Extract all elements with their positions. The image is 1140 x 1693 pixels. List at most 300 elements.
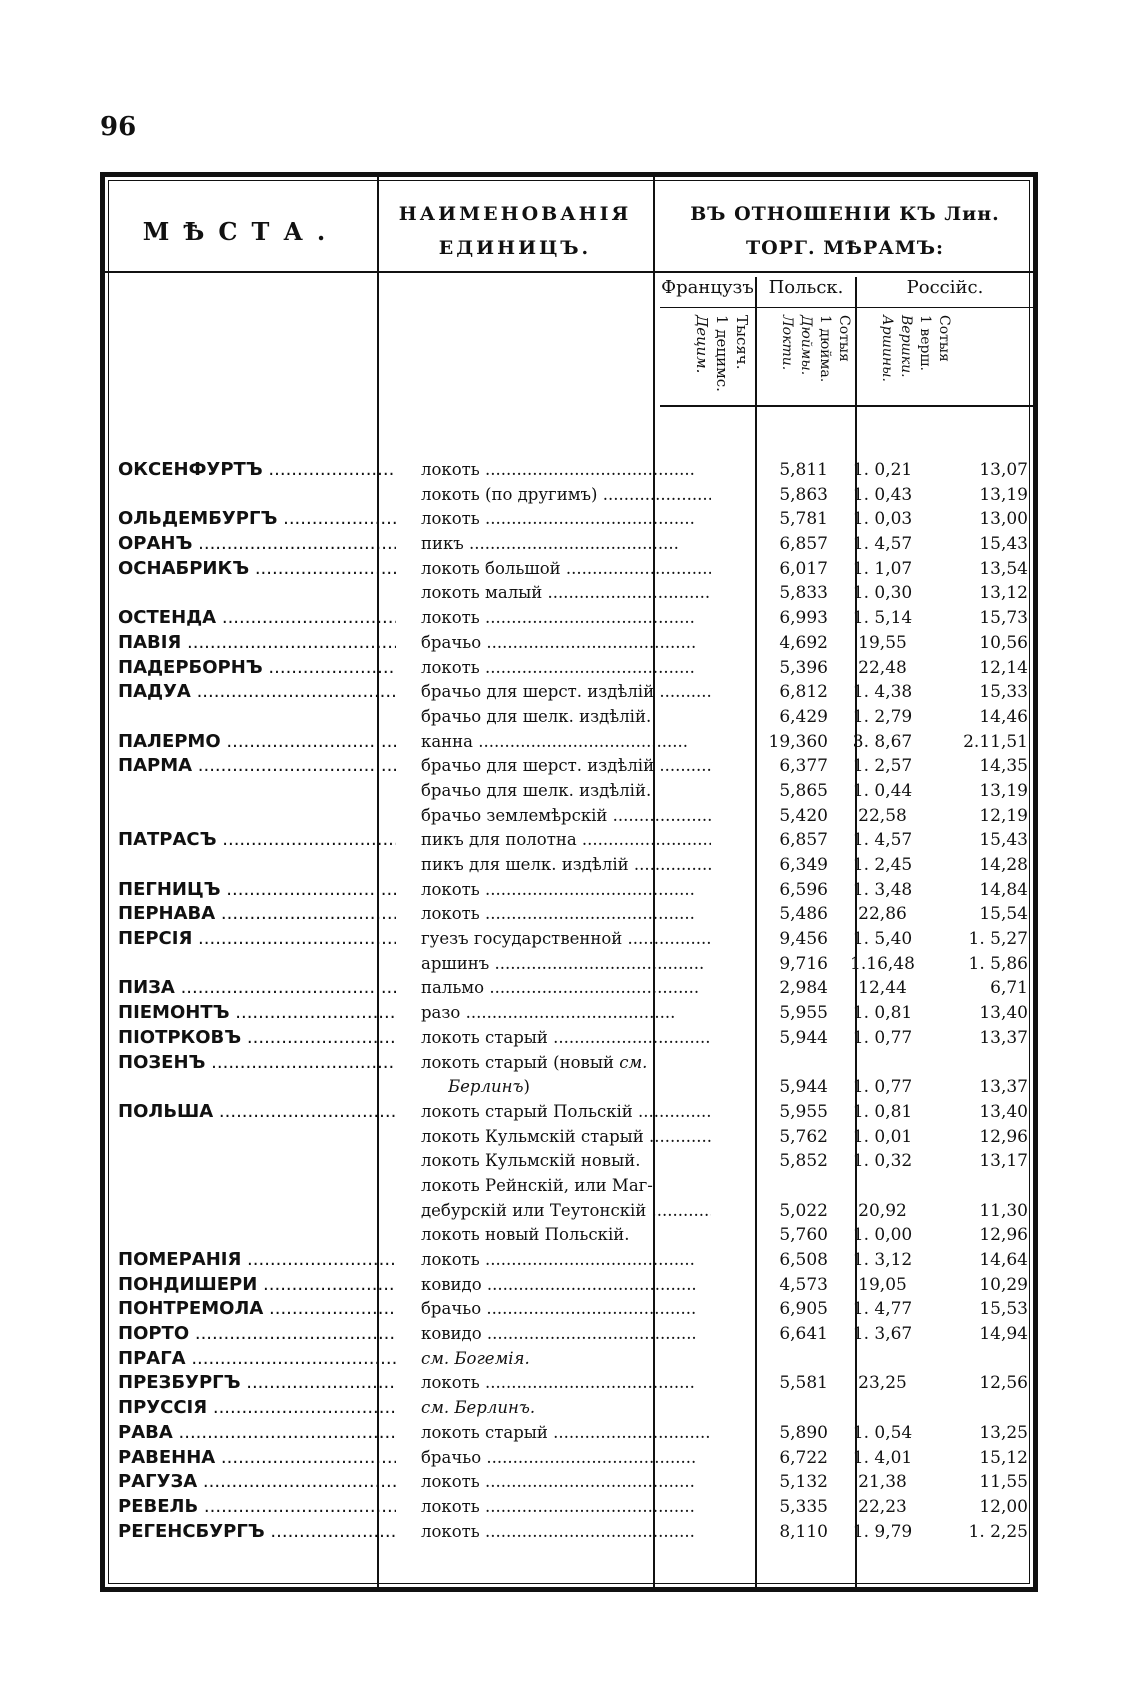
unit-tail: ) xyxy=(523,1077,530,1097)
russian-value: 13,25 xyxy=(979,1422,1028,1443)
header-relation-line2: ТОРГ. МѢРАМЪ: xyxy=(745,237,945,259)
table-row xyxy=(118,1322,1038,1347)
table-row xyxy=(118,976,1038,1001)
unit-name xyxy=(421,853,711,878)
polish-value: 1. 3,12 xyxy=(852,1250,913,1270)
place-name: ПОНДИШЕРИ ..... xyxy=(118,1273,396,1298)
header-polish: Польск. xyxy=(768,277,844,298)
polish-value: 1. 2,57 xyxy=(852,756,913,777)
place-name: РАВЕННА ..... xyxy=(118,1446,396,1471)
table-row xyxy=(118,1100,1038,1125)
french-value: 9,716 xyxy=(779,953,828,974)
french-value: 5,420 xyxy=(779,805,828,826)
unit-name xyxy=(421,1174,711,1199)
russian-sub-line4: Аршины. xyxy=(879,315,895,382)
place-name: ПЕГНИЦЪ ..... xyxy=(118,878,396,903)
unit-text: брачьо землемѣрскій xyxy=(421,805,608,825)
header-unit-names-line1: НАИМЕНОВАНІЯ xyxy=(398,203,632,225)
french-value: 5,132 xyxy=(779,1472,828,1493)
unit-name xyxy=(421,507,711,532)
unit-text: локоть малый xyxy=(421,583,543,603)
french-value: 5,022 xyxy=(779,1200,828,1221)
place-name: ОКСЕНФУРТЪ ..... xyxy=(118,458,396,483)
russian-subheader xyxy=(859,311,953,439)
table-row xyxy=(118,1026,1038,1051)
place-name: ПАТРАСЪ ..... xyxy=(118,828,396,853)
table-row xyxy=(118,680,1038,705)
french-value: 5,944 xyxy=(779,1027,828,1048)
russian-value: 15,33 xyxy=(979,682,1028,703)
french-value: 5,811 xyxy=(779,460,828,480)
polish-value: 21,38 xyxy=(858,1472,907,1493)
russian-sub-line3: Вершки. xyxy=(898,315,914,378)
unit-name xyxy=(421,458,711,483)
unit-name xyxy=(421,705,711,730)
russian-value: 12,96 xyxy=(979,1126,1028,1147)
unit-name xyxy=(421,581,711,606)
unit-text: брачьо xyxy=(421,632,482,652)
unit-name xyxy=(421,754,711,779)
unit-text: разо xyxy=(421,1003,461,1023)
french-value: 6,857 xyxy=(779,534,828,555)
french-value: 5,396 xyxy=(779,657,828,678)
french-value: 6,722 xyxy=(779,1447,828,1468)
table-row xyxy=(118,828,1038,853)
russian-value: 14,35 xyxy=(979,756,1028,777)
russian-value: 13,07 xyxy=(979,460,1028,480)
unit-name xyxy=(448,1075,738,1100)
french-value: 5,335 xyxy=(779,1496,828,1517)
unit-text: брачьо для шелк. издѣлій. xyxy=(421,706,652,726)
table-row xyxy=(118,1223,1038,1248)
french-value: 6,508 xyxy=(779,1250,828,1270)
french-value: 5,486 xyxy=(779,904,828,925)
polish-value: 1. 4,38 xyxy=(852,682,913,703)
unit-text: локоть старый xyxy=(421,1027,548,1047)
french-value: 8,110 xyxy=(779,1521,828,1542)
russian-value: 15,43 xyxy=(979,534,1028,555)
french-sub-line1: Тысяч. xyxy=(733,315,751,370)
french-sub-line3: Децим. xyxy=(693,315,711,374)
table-row xyxy=(118,458,1038,483)
unit-name xyxy=(421,828,711,853)
french-value: 6,857 xyxy=(779,830,828,851)
unit-text: локоть большой xyxy=(421,558,561,578)
place-name: ПАДУА ..... xyxy=(118,680,396,705)
polish-value: 1. 4,01 xyxy=(852,1447,913,1468)
table-row xyxy=(118,631,1038,656)
unit-name xyxy=(421,532,711,557)
russian-value: 1. 5,86 xyxy=(968,953,1028,974)
table-row xyxy=(118,902,1038,927)
polish-value: 22,86 xyxy=(858,904,907,925)
unit-name xyxy=(421,804,711,829)
unit-text: брачьо для шерст. издѣлій xyxy=(421,682,655,702)
table-row xyxy=(118,1297,1038,1322)
french-value: 2,984 xyxy=(779,978,828,999)
french-subheader-text xyxy=(660,311,752,403)
russian-value: 12,56 xyxy=(979,1373,1028,1394)
french-value: 5,760 xyxy=(779,1225,828,1246)
polish-value: 1. 5,40 xyxy=(852,929,913,950)
table-row xyxy=(118,1199,1038,1224)
table-row xyxy=(118,853,1038,878)
place-name: ПОЛЬША ..... xyxy=(118,1100,396,1125)
unit-text: локоть xyxy=(421,608,480,628)
russian-value: 13,00 xyxy=(979,509,1028,530)
polish-value: 1. 4,77 xyxy=(852,1299,913,1320)
unit-text: дебурскій или Теутонскій xyxy=(421,1200,647,1220)
polish-sub-line2: 1 дюйма. xyxy=(817,315,833,383)
polish-value: 22,58 xyxy=(858,805,907,826)
russian-value: 14,46 xyxy=(979,706,1028,727)
header-places: МѢСТА. xyxy=(142,217,340,246)
unit-text: локоть старый (новый xyxy=(421,1052,614,1072)
table-row xyxy=(118,1174,1038,1199)
russian-value: 15,73 xyxy=(979,608,1028,629)
table-row xyxy=(118,779,1038,804)
table-row xyxy=(118,878,1038,903)
header-relation-line1: ВЪ ОТНОШЕНІИ КЪ Лин. xyxy=(690,203,1000,225)
unit-name xyxy=(421,1051,711,1076)
french-value: 6,596 xyxy=(779,879,828,900)
table-row xyxy=(118,1347,1038,1372)
unit-name xyxy=(421,1470,711,1495)
place-name: ПАВІЯ ..... xyxy=(118,631,396,656)
polish-value: 1. 0,44 xyxy=(852,780,913,801)
russian-value: 15,43 xyxy=(979,830,1028,851)
table-row xyxy=(118,656,1038,681)
french-value: 4,692 xyxy=(779,632,828,653)
unit-text: локоть xyxy=(421,1521,480,1541)
russian-value: 13,12 xyxy=(979,583,1028,604)
russian-value: 12,00 xyxy=(979,1496,1028,1517)
unit-name xyxy=(421,1421,711,1446)
polish-sub-line3: Дюймы. xyxy=(798,315,814,376)
place-name: ПЕРНАВА ..... xyxy=(118,902,396,927)
polish-value: 3. 8,67 xyxy=(852,731,913,752)
place-name: РАГУЗА ..... xyxy=(118,1470,396,1495)
french-value: 6,429 xyxy=(779,706,828,727)
french-value: 9,456 xyxy=(779,929,828,950)
place-name: ПОЗЕНЪ ..... xyxy=(118,1051,396,1076)
table-row xyxy=(118,1149,1038,1174)
unit-name xyxy=(421,1001,711,1026)
unit-name xyxy=(421,976,711,1001)
place-name: ОРАНЪ ..... xyxy=(118,532,396,557)
french-sub-line2: 1 децимс. xyxy=(713,315,731,392)
polish-value: 1. 3,67 xyxy=(852,1324,913,1345)
table-body xyxy=(118,458,1038,1544)
unit-text: канна xyxy=(421,731,473,751)
polish-value: 1. 0,01 xyxy=(852,1126,913,1147)
unit-text: локоть старый xyxy=(421,1422,548,1442)
polish-value: 1. 2,45 xyxy=(852,855,913,875)
unit-text: локоть xyxy=(421,1496,480,1516)
polish-value: 1. 0,81 xyxy=(852,1101,913,1122)
polish-value: 19,55 xyxy=(858,632,907,653)
unit-text: ковидо xyxy=(421,1274,482,1294)
unit-name xyxy=(421,730,711,755)
header-russian: Россійс. xyxy=(906,277,984,298)
unit-text: гуезъ государственной xyxy=(421,929,623,949)
place-name: ОСНАБРИКЪ ..... xyxy=(118,557,396,582)
unit-reference: см. Богемія. xyxy=(421,1348,530,1368)
unit-name xyxy=(421,483,711,508)
table-row xyxy=(118,606,1038,631)
russian-value: 15,54 xyxy=(979,904,1028,925)
place-name: ПОНТРЕМОЛА ..... xyxy=(118,1297,396,1322)
unit-name xyxy=(421,656,711,681)
table-row xyxy=(118,557,1038,582)
polish-value: 1. 3,48 xyxy=(852,879,913,900)
unit-text: аршинъ xyxy=(421,953,490,973)
french-value: 5,781 xyxy=(779,509,828,530)
russian-value: 14,94 xyxy=(979,1324,1028,1345)
unit-name xyxy=(421,1248,711,1273)
russian-value: 13,37 xyxy=(979,1027,1028,1048)
russian-value: 12,96 xyxy=(979,1225,1028,1246)
table-row xyxy=(118,1470,1038,1495)
header-rule xyxy=(105,271,1033,273)
table-row xyxy=(118,1051,1038,1076)
unit-name xyxy=(421,1396,711,1421)
french-value: 5,863 xyxy=(779,484,828,505)
unit-name xyxy=(421,1149,711,1174)
table-row xyxy=(118,532,1038,557)
polish-value: 1. 0,81 xyxy=(852,1003,913,1024)
russian-value: 11,55 xyxy=(979,1472,1028,1493)
polish-subheader-text xyxy=(759,311,853,403)
russian-value: 14,64 xyxy=(979,1250,1028,1270)
table-row xyxy=(118,581,1038,606)
place-name: ОЛЬДЕМБУРГЪ ..... xyxy=(118,507,396,532)
unit-text: локоть (по другимъ) xyxy=(421,484,598,504)
russian-value: 2.11,51 xyxy=(963,731,1028,752)
table-row xyxy=(118,507,1038,532)
polish-value: 1. 1,07 xyxy=(852,558,913,579)
table-row xyxy=(118,730,1038,755)
russian-value: 13,19 xyxy=(979,780,1028,801)
header-relation xyxy=(655,197,1035,265)
place-name: ПРЕЗБУРГЪ ..... xyxy=(118,1371,396,1396)
subheader-rule xyxy=(660,307,1033,308)
polish-subheader xyxy=(759,311,853,439)
unit-name xyxy=(421,1273,711,1298)
polish-value: 1. 0,77 xyxy=(852,1077,913,1098)
russian-value: 13,19 xyxy=(979,484,1028,505)
polish-value: 22,48 xyxy=(858,657,907,678)
french-value: 5,955 xyxy=(779,1003,828,1024)
french-subheader xyxy=(660,311,752,439)
russian-value: 1. 5,27 xyxy=(968,929,1028,950)
table-row xyxy=(118,705,1038,730)
french-value: 5,955 xyxy=(779,1101,828,1122)
unit-name xyxy=(421,1495,711,1520)
unit-text: локоть новый Польскій. xyxy=(421,1225,630,1245)
unit-text: брачьо xyxy=(421,1299,482,1319)
place-name: РЕВЕЛЬ ..... xyxy=(118,1495,396,1520)
unit-reference: см. xyxy=(619,1052,648,1072)
unit-name xyxy=(421,1125,711,1150)
russian-sub-line2: 1 верш. xyxy=(917,315,933,371)
polish-sub-line4: Локти. xyxy=(779,315,795,371)
polish-value: 1. 4,57 xyxy=(852,830,913,851)
table-row xyxy=(118,1248,1038,1273)
place-name: ПАРМА ..... xyxy=(118,754,396,779)
unit-text: локоть xyxy=(421,509,480,529)
polish-value: 1. 0,77 xyxy=(852,1027,913,1048)
place-name: ПОМЕРАНІЯ ..... xyxy=(118,1248,396,1273)
table-row xyxy=(118,804,1038,829)
unit-text: локоть старый Польскій xyxy=(421,1101,633,1121)
place-name: ПАЛЕРМО ..... xyxy=(118,730,396,755)
polish-value: 1. 0,03 xyxy=(852,509,913,530)
polish-value: 20,92 xyxy=(858,1200,907,1221)
place-name: РАВА ..... xyxy=(118,1421,396,1446)
russian-value: 6,71 xyxy=(990,978,1028,999)
unit-text: пикъ для шелк. издѣлій xyxy=(421,855,629,874)
unit-name xyxy=(421,1322,711,1347)
unit-text: брачьо для шерст. издѣлій xyxy=(421,756,655,776)
place-name: ПІОТРКОВЪ ..... xyxy=(118,1026,396,1051)
table-row xyxy=(118,483,1038,508)
russian-value: 13,17 xyxy=(979,1151,1028,1172)
russian-value: 14,84 xyxy=(979,879,1028,900)
russian-sub-line1: Сотыя xyxy=(936,315,952,362)
unit-text: локоть Кульмскій новый. xyxy=(421,1151,641,1171)
russian-value: 10,29 xyxy=(979,1274,1028,1295)
unit-text: локоть xyxy=(421,879,480,899)
unit-name xyxy=(421,631,711,656)
french-value: 6,905 xyxy=(779,1299,828,1320)
page-number: 96 xyxy=(100,112,137,142)
russian-subheader-text xyxy=(859,311,953,403)
unit-text: пикъ xyxy=(421,534,464,554)
unit-reference: Берлинъ xyxy=(448,1077,524,1097)
french-value: 6,349 xyxy=(779,855,828,875)
table-row xyxy=(118,927,1038,952)
unit-name xyxy=(421,1199,711,1224)
header-unit-names-line2: ЕДИНИЦЪ. xyxy=(438,237,592,259)
unit-name xyxy=(421,1100,711,1125)
russian-value: 1. 2,25 xyxy=(968,1521,1028,1542)
unit-text: пальмо xyxy=(421,978,485,998)
unit-text: локоть xyxy=(421,657,480,677)
unit-name xyxy=(421,1026,711,1051)
place-name: ПРУССІЯ ..... xyxy=(118,1396,396,1421)
french-value: 6,993 xyxy=(779,608,828,629)
french-value: 6,017 xyxy=(779,558,828,579)
polish-value: 1. 0,21 xyxy=(852,460,913,480)
place-name: ПІЕМОНТЪ ..... xyxy=(118,1001,396,1026)
unit-name xyxy=(421,1371,711,1396)
polish-value: 1. 0,43 xyxy=(852,484,913,505)
french-value: 19,360 xyxy=(768,731,828,752)
place-name: ПЕРСІЯ ..... xyxy=(118,927,396,952)
unit-text: локоть xyxy=(421,904,480,924)
russian-value: 13,54 xyxy=(979,558,1028,579)
polish-value: 12,44 xyxy=(858,978,907,999)
place-name: РЕГЕНСБУРГЪ ..... xyxy=(118,1520,396,1545)
french-value: 4,573 xyxy=(779,1274,828,1295)
table-row xyxy=(118,1001,1038,1026)
place-name: ОСТЕНДА ..... xyxy=(118,606,396,631)
unit-text: брачьо xyxy=(421,1447,482,1467)
unit-name xyxy=(421,1347,711,1372)
russian-value: 15,53 xyxy=(979,1299,1028,1320)
russian-value: 13,40 xyxy=(979,1003,1028,1024)
polish-value: 1. 0,32 xyxy=(852,1151,913,1172)
unit-text: локоть Рейнскій, или Маг- xyxy=(421,1175,653,1195)
polish-sub-line1: Сотыя xyxy=(836,315,852,362)
place-name: ПОРТО ..... xyxy=(118,1322,396,1347)
polish-value: 23,25 xyxy=(858,1373,907,1394)
unit-name xyxy=(421,927,711,952)
table-row xyxy=(118,1421,1038,1446)
unit-name xyxy=(421,1446,711,1471)
unit-name xyxy=(421,1520,711,1545)
table-row xyxy=(118,1520,1038,1545)
russian-value: 15,12 xyxy=(979,1447,1028,1468)
russian-value: 11,30 xyxy=(979,1200,1028,1221)
russian-value: 10,56 xyxy=(979,632,1028,653)
polish-value: 22,23 xyxy=(858,1496,907,1517)
unit-name xyxy=(421,1297,711,1322)
unit-text: локоть xyxy=(421,1472,480,1492)
unit-reference: см. Берлинъ. xyxy=(421,1398,536,1418)
table-row xyxy=(118,1446,1038,1471)
unit-name xyxy=(421,952,711,977)
place-name: ПИЗА ..... xyxy=(118,976,396,1001)
unit-text: локоть xyxy=(421,460,480,479)
unit-name xyxy=(421,606,711,631)
table-row xyxy=(118,754,1038,779)
french-value: 6,812 xyxy=(779,682,828,703)
french-value: 6,641 xyxy=(779,1324,828,1345)
unit-name xyxy=(421,878,711,903)
unit-text: ковидо xyxy=(421,1324,482,1344)
russian-value: 12,14 xyxy=(979,657,1028,678)
unit-name xyxy=(421,902,711,927)
polish-value: 19,05 xyxy=(858,1274,907,1295)
unit-name xyxy=(421,1223,711,1248)
russian-value: 13,37 xyxy=(979,1077,1028,1098)
french-value: 6,377 xyxy=(779,756,828,777)
unit-text: локоть Кульмскій старый xyxy=(421,1126,644,1146)
unit-name xyxy=(421,680,711,705)
header-french: Французъ xyxy=(661,277,754,298)
polish-value: 1. 0,54 xyxy=(852,1422,913,1443)
french-value: 5,865 xyxy=(779,780,828,801)
polish-value: 1. 5,14 xyxy=(852,608,913,629)
french-value: 5,833 xyxy=(779,583,828,604)
unit-name xyxy=(421,557,711,582)
table-row xyxy=(118,952,1038,977)
table-row xyxy=(118,1273,1038,1298)
polish-value: 1. 2,79 xyxy=(852,706,913,727)
russian-value: 14,28 xyxy=(979,855,1028,875)
unit-text: локоть xyxy=(421,1250,480,1269)
table-row xyxy=(118,1371,1038,1396)
french-value: 5,944 xyxy=(779,1077,828,1098)
unit-name xyxy=(421,779,711,804)
polish-value: 1. 4,57 xyxy=(852,534,913,555)
russian-value: 12,19 xyxy=(979,805,1028,826)
unit-text: локоть xyxy=(421,1373,480,1393)
table-row xyxy=(118,1396,1038,1421)
polish-value: 1. 9,79 xyxy=(852,1521,913,1542)
